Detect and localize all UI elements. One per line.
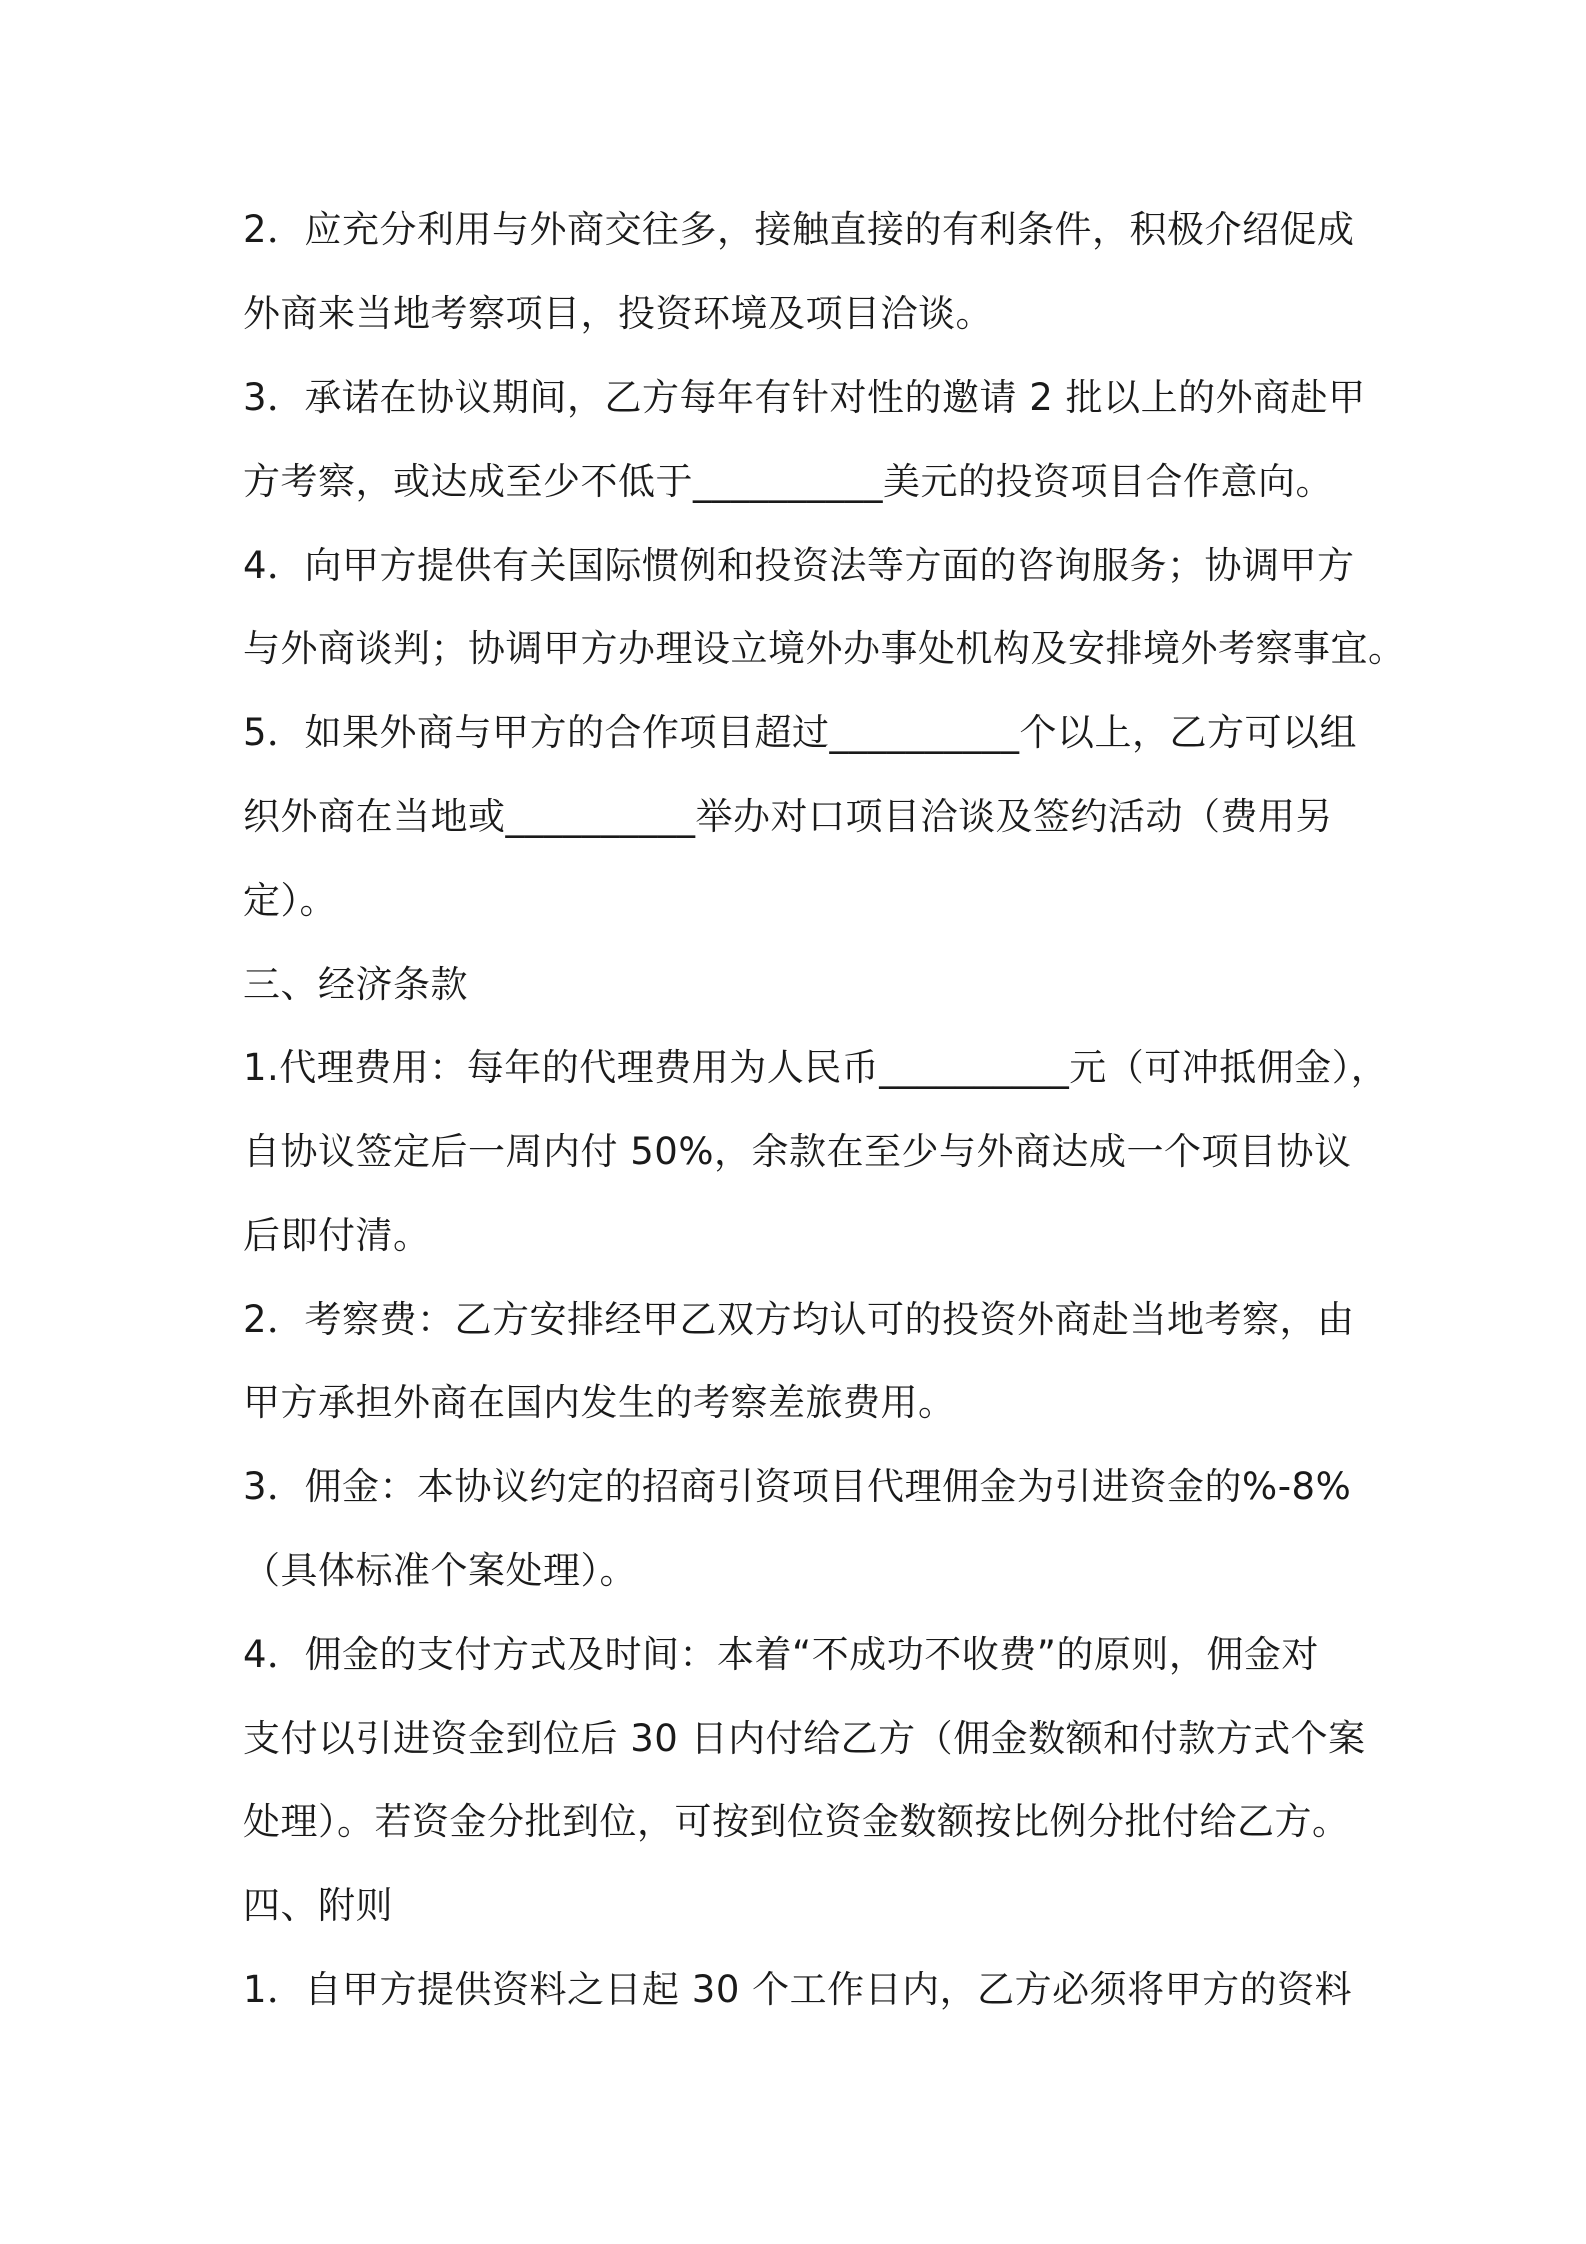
text-line: 方考察，或达成至少不低于__________美元的投资项目合作意向。 [243,460,1333,503]
section-heading: 三、经济条款 [243,963,468,1006]
text-line: 外商来当地考察项目，投资环境及项目洽谈。 [243,292,993,335]
text-line: 支付以引进资金到位后 30 日内付给乙方（佣金数额和付款方式个案 [243,1717,1366,1760]
text-line: 4．佣金的支付方式及时间：本着“不成功不收费”的原则，佣金对 [243,1633,1319,1676]
text-line: 2．应充分利用与外商交往多，接触直接的有利条件，积极介绍促成 [243,208,1355,251]
text-line: 后即付清。 [243,1214,431,1257]
text-line: （具体标准个案处理）。 [243,1549,637,1592]
text-line: 定）。 [243,879,337,922]
text-line: 2．考察费：乙方安排经甲乙双方均认可的投资外商赴当地考察，由 [243,1298,1355,1341]
text-line: 5．如果外商与甲方的合作项目超过__________个以上，乙方可以组 [243,711,1358,754]
text-line: 自协议签定后一周内付 50%，余款在至少与外商达成一个项目协议 [243,1130,1352,1173]
text-line: 1．自甲方提供资料之日起 30 个工作日内，乙方必须将甲方的资料 [243,1968,1353,2011]
text-line: 织外商在当地或__________举办对口项目洽谈及签约活动（费用另 [243,795,1333,838]
text-line: 4．向甲方提供有关国际惯例和投资法等方面的咨询服务；协调甲方 [243,544,1355,587]
text-line: 处理）。若资金分批到位，可按到位资金数额按比例分批付给乙方。 [243,1800,1350,1843]
section-heading: 四、附则 [243,1884,393,1927]
text-line: 3．佣金：本协议约定的招商引资项目代理佣金为引进资金的%-8% [243,1465,1352,1508]
text-line: 与外商谈判；协调甲方办理设立境外办事处机构及安排境外考察事宜。 [243,627,1406,670]
text-line: 3．承诺在协议期间，乙方每年有针对性的邀请 2 批以上的外商赴甲 [243,376,1366,419]
text-line: 1.代理费用：每年的代理费用为人民币__________元（可冲抵佣金）， [243,1046,1389,1089]
text-line: 甲方承担外商在国内发生的考察差旅费用。 [243,1381,956,1424]
